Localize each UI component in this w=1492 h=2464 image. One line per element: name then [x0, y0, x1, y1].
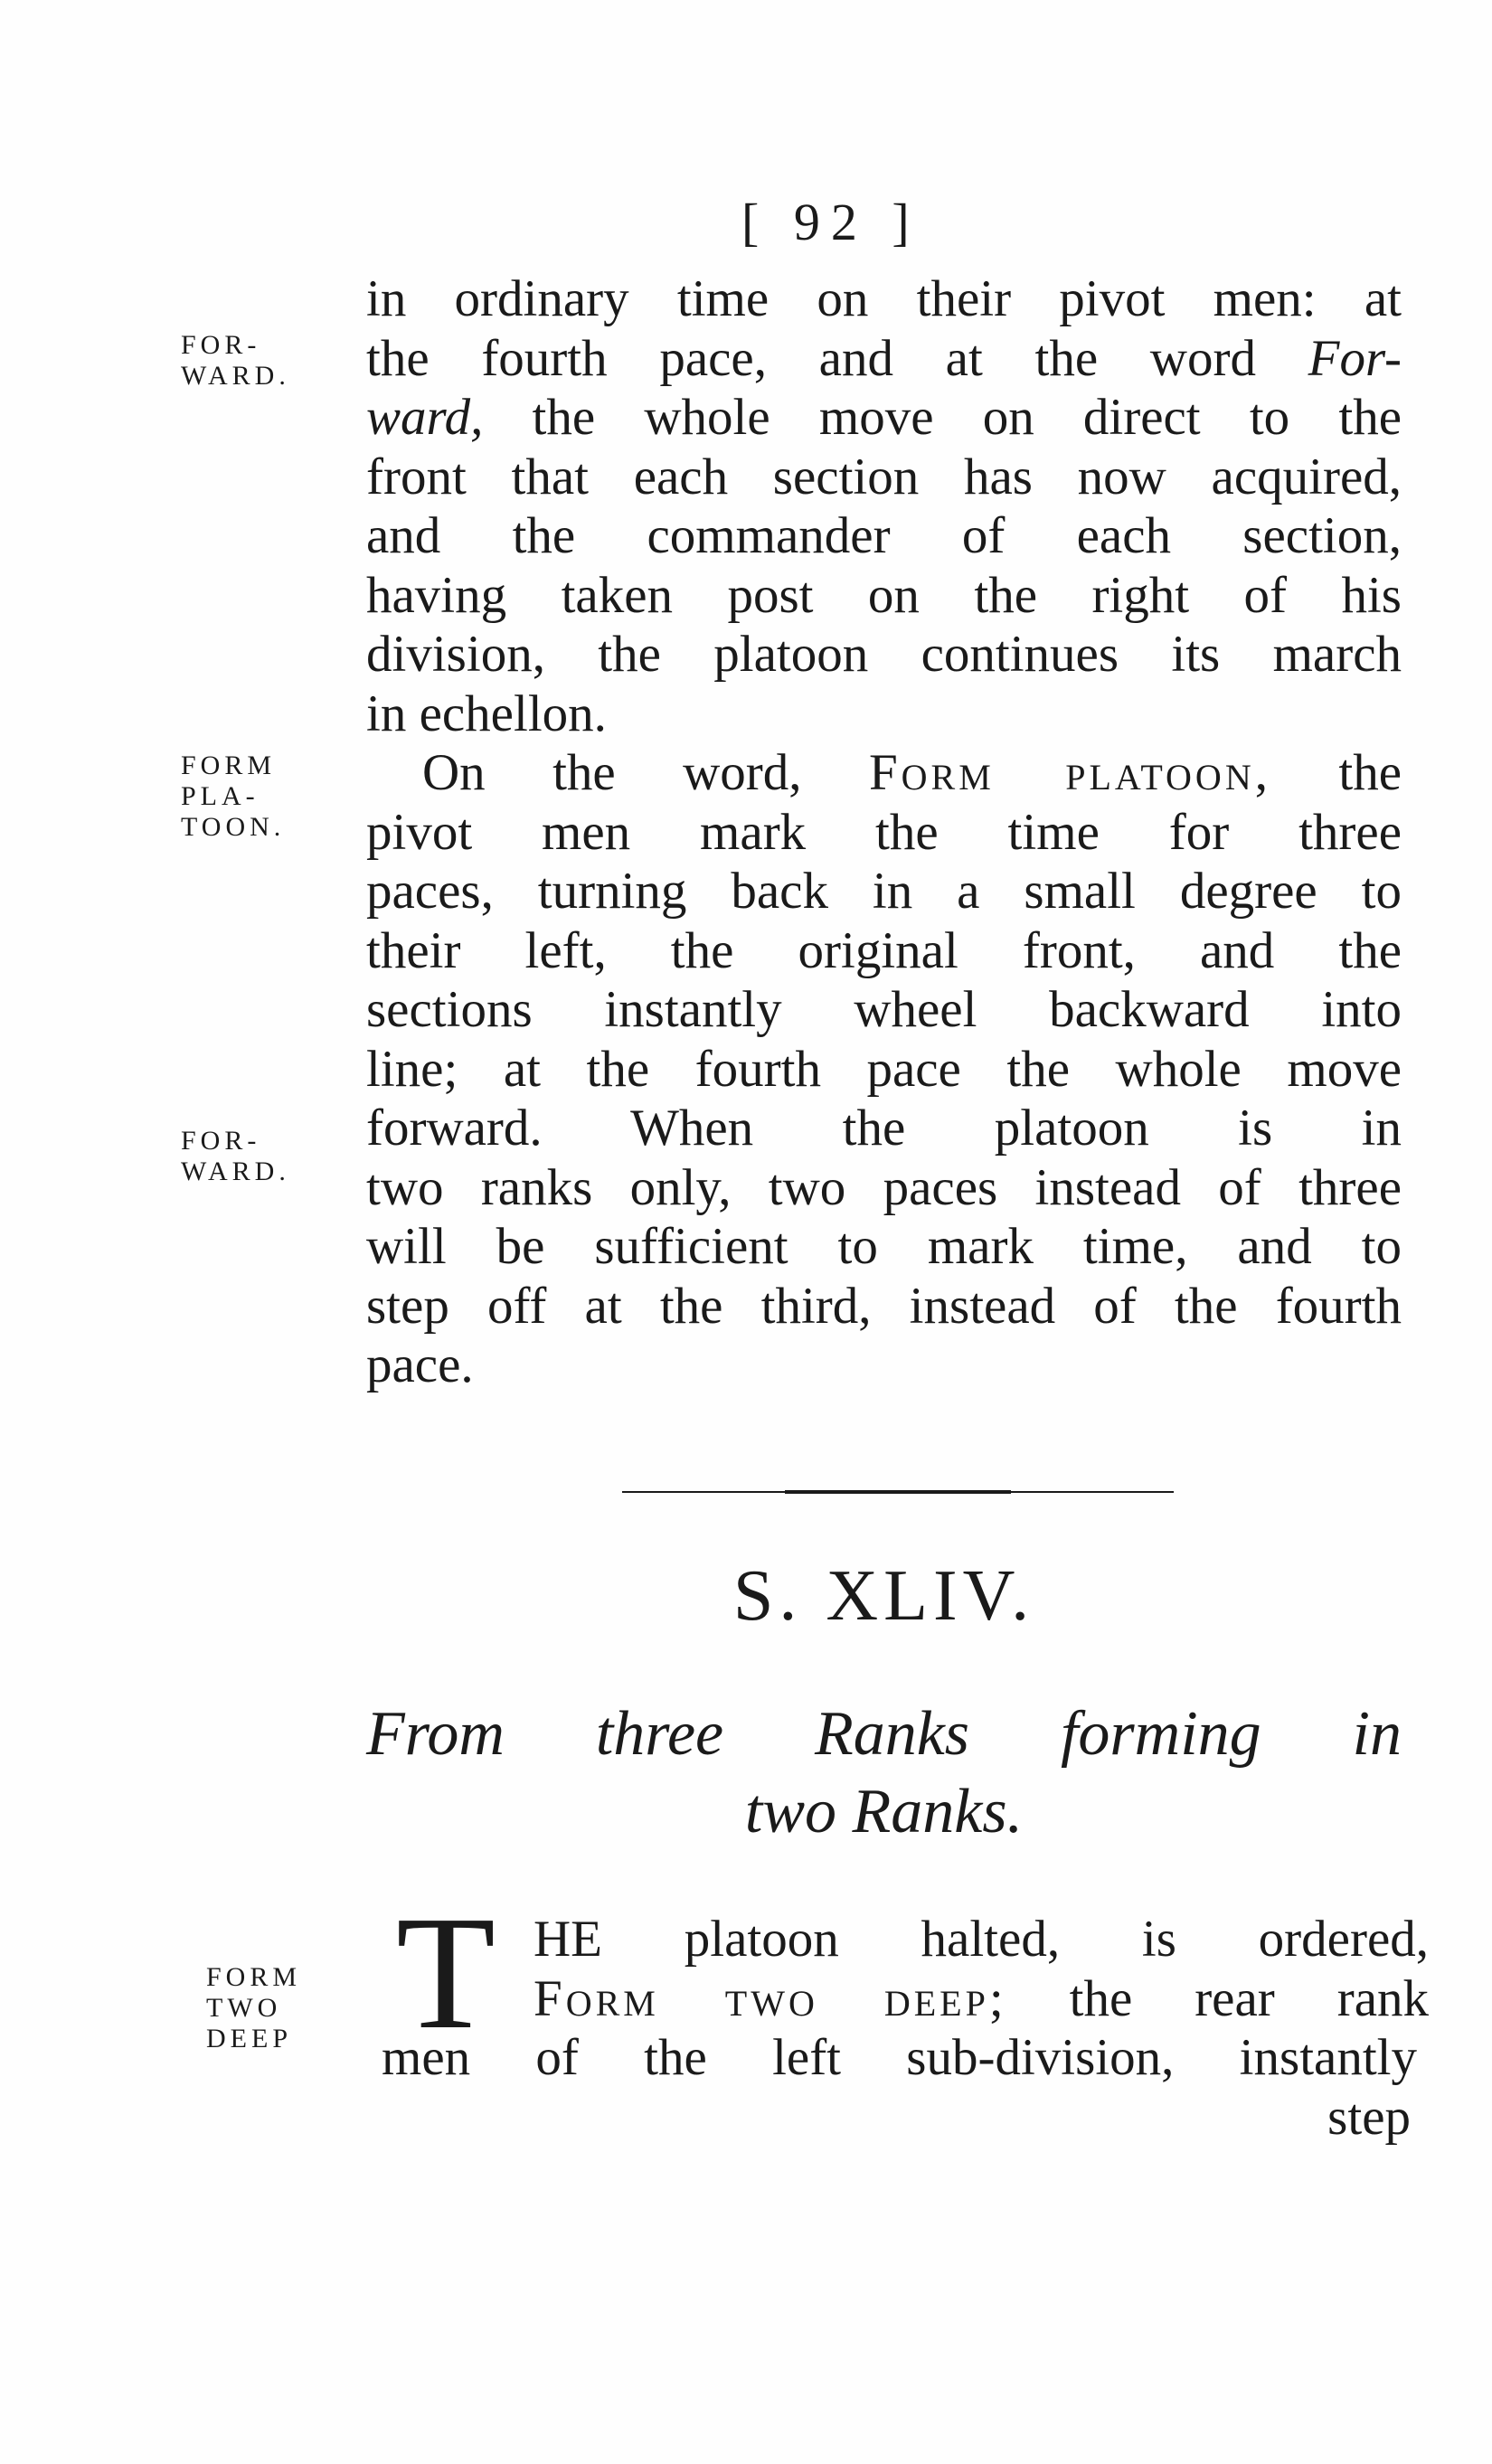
section-title: S. XLIV. — [732, 1556, 1035, 1636]
paragraph-1 — [366, 269, 1402, 743]
margin-note-line: TWO — [206, 1993, 282, 2023]
text-span: the whole move on direct to the — [532, 389, 1402, 446]
text-line: step off at the third, instead of the fourth — [366, 1277, 1402, 1335]
text-line — [366, 388, 1402, 448]
text-line: line; at the fourth pace the whole move — [366, 1040, 1402, 1098]
text-line — [366, 329, 1402, 389]
page-number-value: 92 — [793, 193, 868, 251]
paragraph-3 — [382, 1910, 1429, 2147]
subheading-line: two Ranks. — [744, 1777, 1024, 1846]
small-caps-span: Form platoon, — [868, 744, 1271, 801]
text-line: in ordinary time on their pivot men: at — [366, 270, 1402, 327]
margin-note-line: FORM — [206, 1962, 302, 1992]
text-span: the rear rank — [1069, 1969, 1429, 2027]
drop-cap: T — [396, 1883, 496, 2063]
italic-span: ward, — [366, 389, 484, 446]
subheading-line: From three Ranks forming in — [366, 1699, 1402, 1769]
text-line: will be sufficient to mark time, and to — [366, 1218, 1402, 1275]
margin-note-form-two-deep — [206, 1962, 369, 2054]
catchword: step — [1327, 2088, 1411, 2146]
text-line: two ranks only, two paces instead of three — [366, 1158, 1402, 1216]
margin-note-forward-1 — [181, 330, 344, 392]
text-line: paces, turning back in a small degree to — [366, 863, 1402, 920]
text-line: and the commander of each section, — [366, 507, 1402, 564]
text-line: forward. When the platoon is in — [366, 1100, 1402, 1156]
text-line: in echellon. — [366, 684, 607, 742]
text-line — [366, 743, 1402, 803]
margin-note-forward-2 — [181, 1126, 344, 1187]
margin-note-line: FORM — [181, 751, 277, 780]
text-span: the fourth pace, and at the word — [366, 329, 1256, 387]
small-caps-span: Form two deep; — [534, 1969, 1007, 2027]
margin-note-form-platoon — [181, 751, 344, 843]
text-span: the — [1338, 744, 1402, 801]
text-line: pivot men mark the time for three — [366, 803, 1402, 861]
margin-note-line: WARD. — [181, 1156, 290, 1186]
subheading — [366, 1695, 1402, 1851]
text-line: their left, the original front, and the — [366, 921, 1402, 979]
text-line: men of the left sub-division, instantly — [382, 2029, 1417, 2086]
text-line: division, the platoon continues its march — [366, 626, 1402, 683]
margin-note-line: FOR- — [181, 330, 261, 360]
right-bracket: ] — [892, 193, 921, 251]
margin-note-line: PLA- — [181, 781, 260, 811]
margin-note-line: WARD. — [181, 361, 290, 391]
page-number — [741, 192, 921, 252]
text-line: having taken post on the right of his — [366, 566, 1402, 624]
paragraph-2 — [366, 743, 1402, 1395]
text-span: On the word, — [422, 744, 802, 801]
text-line: sections instantly wheel backward into — [366, 981, 1402, 1038]
left-bracket: [ — [741, 193, 770, 251]
margin-note-line: DEEP — [206, 2024, 292, 2053]
text-line: pace. — [366, 1336, 474, 1393]
italic-span: For- — [1308, 329, 1402, 387]
text-line: front that each section has now acquired, — [366, 448, 1402, 505]
margin-note-line: FOR- — [181, 1126, 261, 1156]
text-line — [534, 1969, 1429, 2029]
ornamental-rule — [622, 1489, 1174, 1495]
margin-note-line: TOON. — [181, 812, 286, 842]
text-line: HE platoon halted, is ordered, — [534, 1911, 1429, 1968]
